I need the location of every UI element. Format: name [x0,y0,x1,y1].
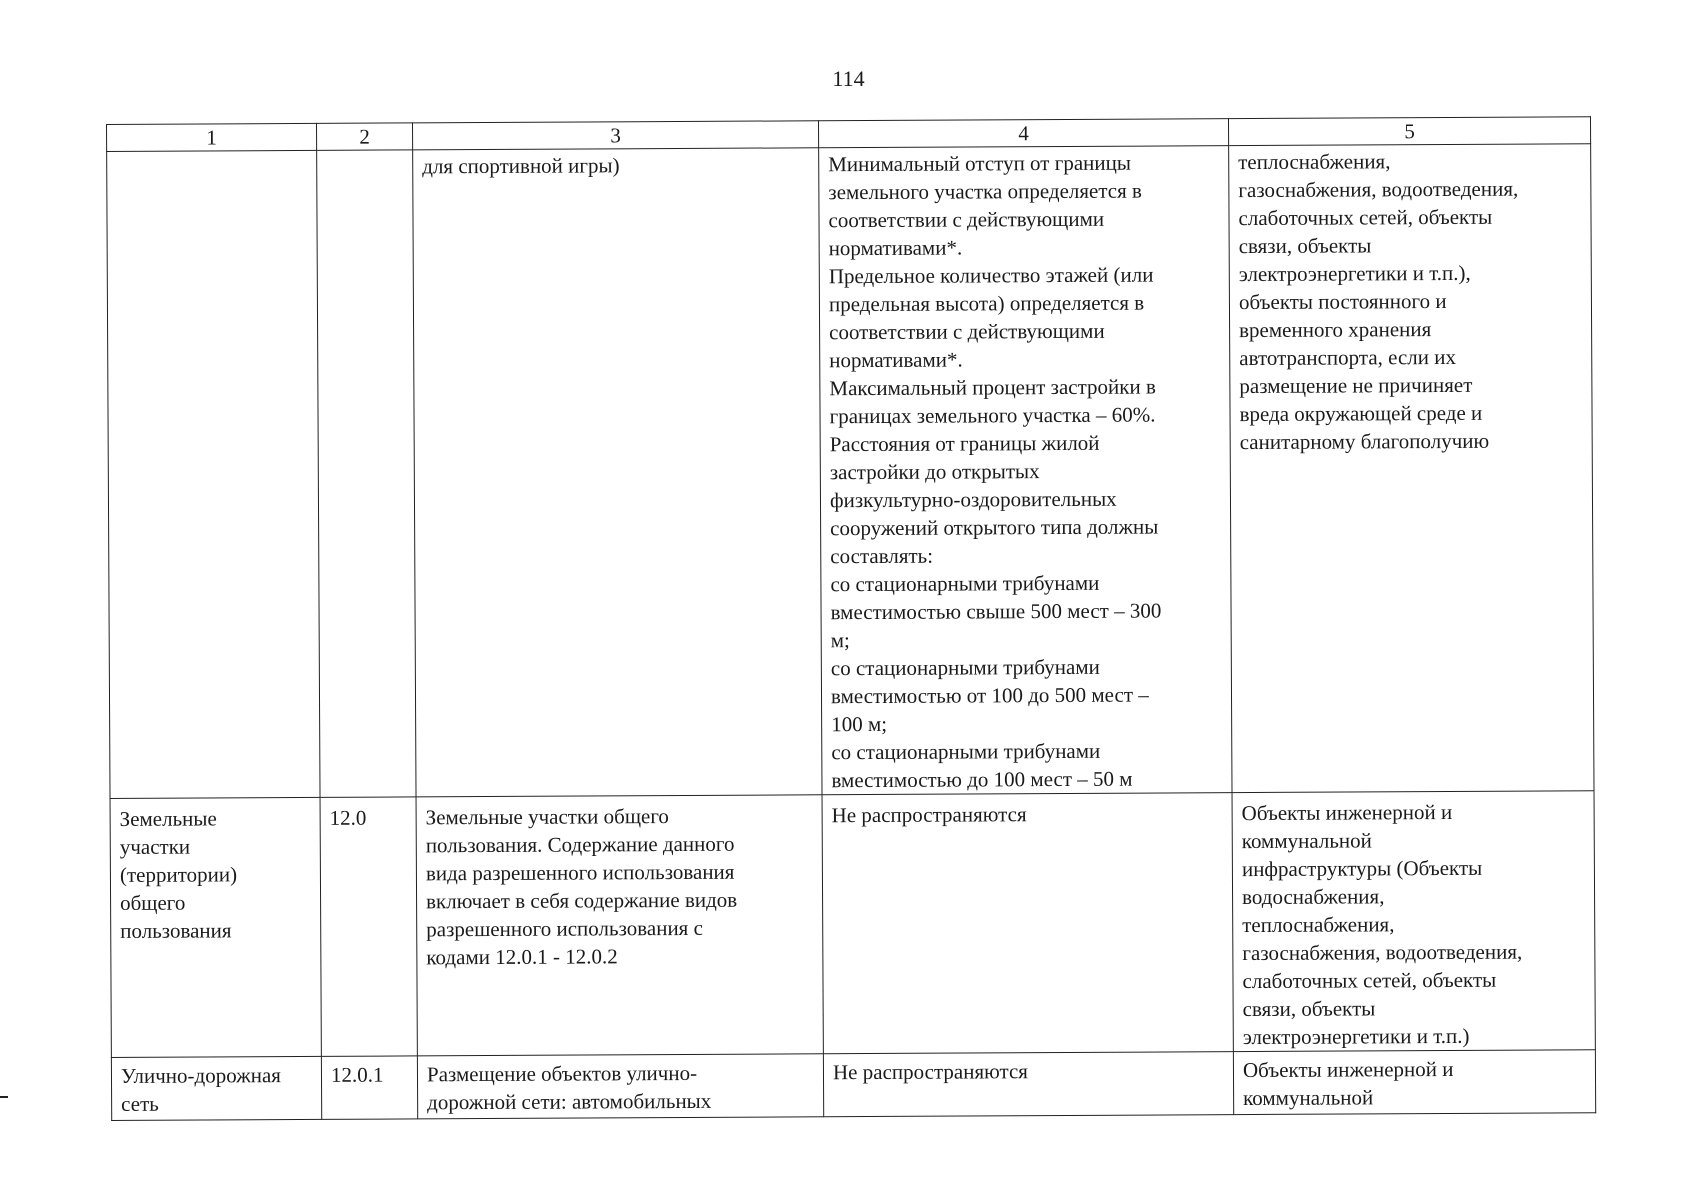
land-use-type-text [116,153,307,154]
parameters-text: Минимальный отступ от границы земельного участка определяется в соответствии с действующими нормативами*. Предельное количество этажей (или предельная высота) определяется в соответствии с действующими нормативами*. Максимальный процент застройки в границах земельного участка – 60%. Расстояния от границы жилой застройки до открытых физкультурно-оздоровительных сооружений открытого типа должны составлять: со стационарными трибунами вместимостью свыше 500 мест – 300 м; со стационарными трибунами вместимостью от 100 до 500 мест – 100 м; со стационарными трибунами вместимостью до 100 мест – 50 м [828,150,1162,793]
header-col-5: 5 [1228,117,1590,146]
parameters-cell [823,1052,1233,1117]
land-use-type-text: Земельные участки (территории) общего пользования [119,806,238,943]
auxiliary-use-cell [1232,791,1595,1052]
auxiliary-use-text: Объекты инженерной и коммунальной [1242,1056,1454,1111]
description-cell [417,1054,823,1119]
code-text: 12.0 [329,805,367,830]
land-use-type-cell [110,797,321,1057]
code-text: 12.0.1 [330,1062,384,1087]
description-cell [413,148,822,797]
table-row [111,1050,1595,1121]
parameters-text: Не распространяются [831,802,1027,828]
header-col-3: 3 [412,121,818,150]
auxiliary-use-cell [1229,144,1594,793]
description-text: Земельные участки общего пользования. Содержание данного вида разрешенного использования включает в себя содержание видов разрешенного использования с кодами 12.0.1 - 12.0.2 [425,804,738,970]
parameters-cell [822,793,1233,1054]
land-use-type-text: Улично-дорожная сеть [120,1063,281,1116]
zoning-table [106,116,1596,1121]
land-use-type-cell [111,1056,321,1120]
description-cell [416,795,823,1056]
header-col-2: 2 [316,123,412,151]
auxiliary-use-text: Объекты инженерной и коммунальной инфраструктуры (Объекты водоснабжения, теплоснабжения, газоснабжения, водоотведения, слаботочных сетей, объекты связи, объекты электроэнергетики и т.п.) [1241,799,1523,1050]
parameters-cell [819,146,1232,795]
auxiliary-use-cell [1233,1050,1595,1115]
page-number: 114 [832,66,865,91]
scan-edge-mark [0,1096,8,1098]
table-row [110,791,1595,1058]
code-cell [320,797,417,1056]
header-col-1: 1 [107,123,317,151]
code-cell [317,150,416,797]
parameters-text: Не распространяются [832,1059,1028,1085]
land-use-type-cell [107,150,320,798]
description-text: для спортивной игры) [422,153,620,179]
table-row [107,144,1594,799]
description-text: Размещение объектов улично- дорожной сети: автомобильных [426,1060,712,1115]
code-cell [321,1056,417,1120]
header-col-4: 4 [818,119,1228,148]
auxiliary-use-text: теплоснабжения, газоснабжения, водоотведения, слаботочных сетей, объекты связи, объекты электроэнергетики и т.п.), объекты постоянного и временного хранения автотранспорта, если их размещение не причиняет вреда окружающей среде и санитарному благополучию [1238,149,1519,455]
